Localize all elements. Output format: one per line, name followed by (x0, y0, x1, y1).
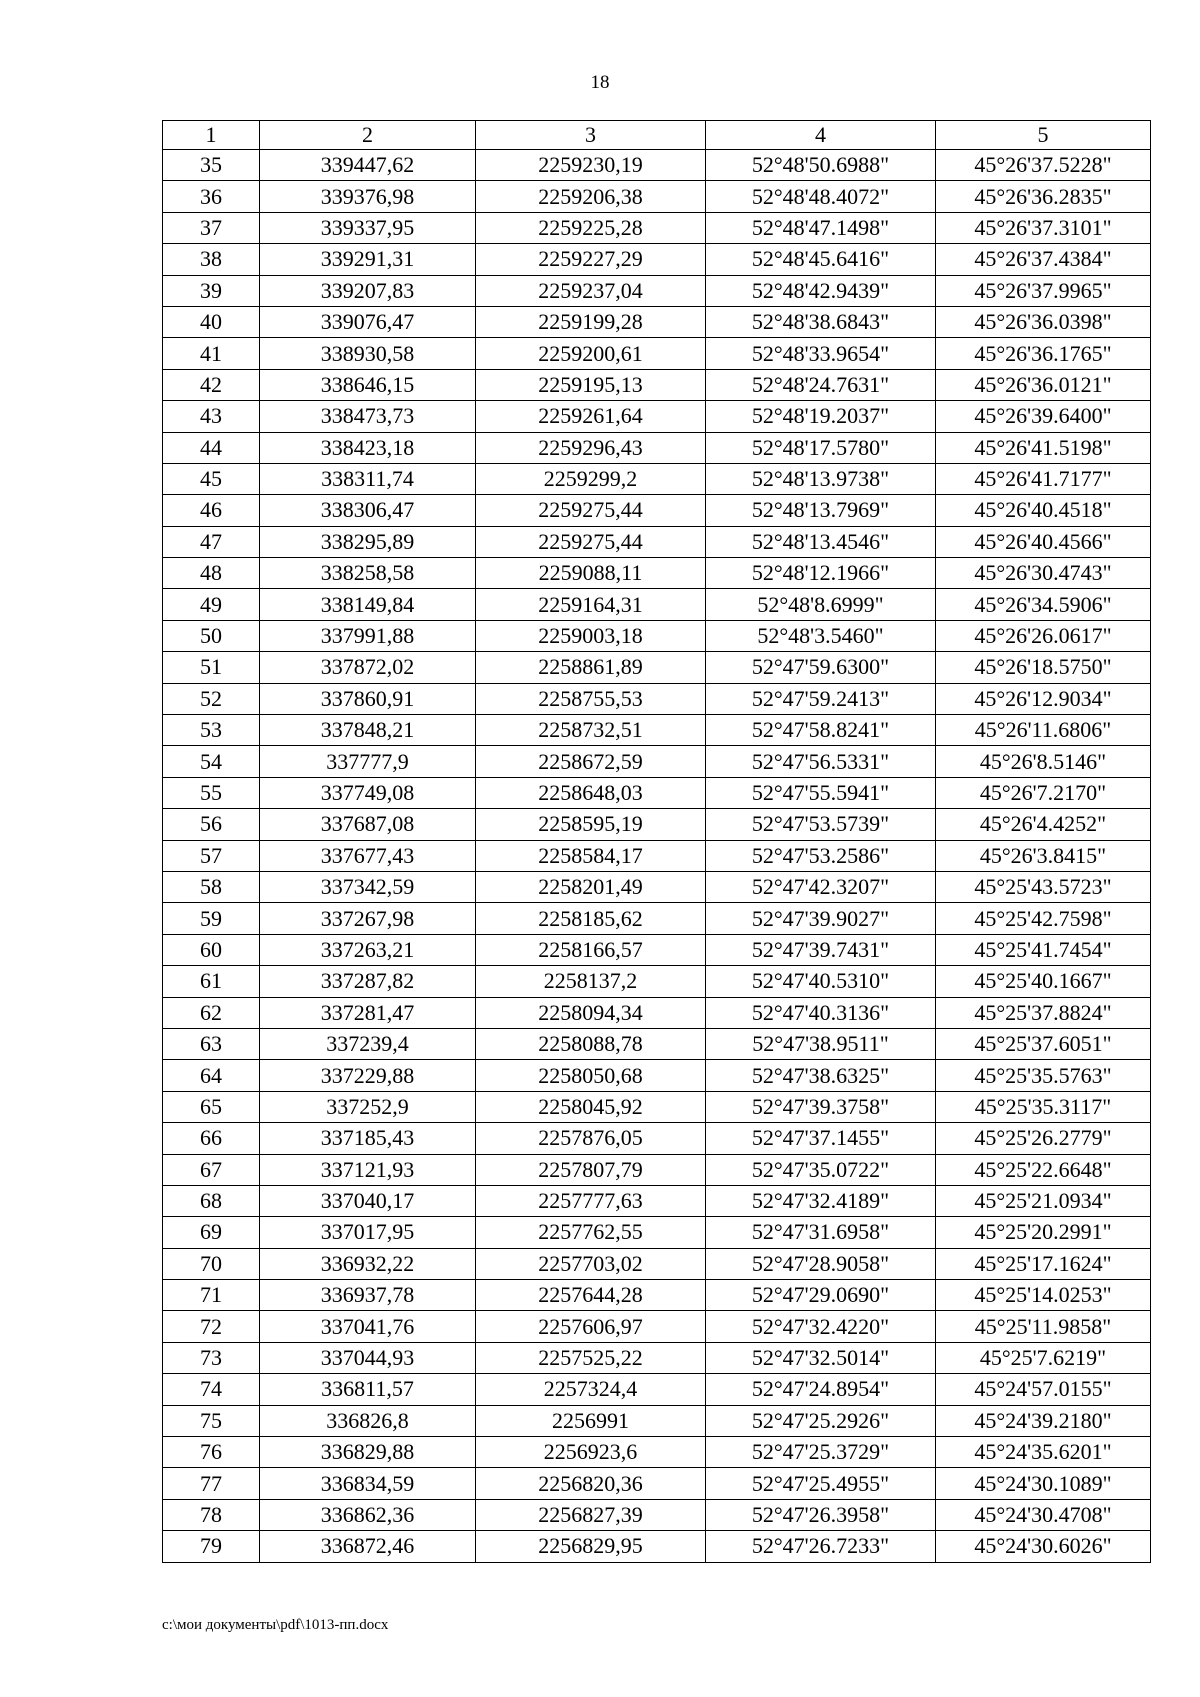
latitude-cell: 52°48'47.1498" (706, 212, 936, 243)
point-number-cell: 70 (163, 1248, 260, 1279)
table-row (163, 1280, 1151, 1311)
longitude-cell: 45°26'40.4566" (936, 526, 1151, 557)
y-coordinate-cell: 2258648,03 (476, 777, 706, 808)
longitude-cell: 45°25'35.5763" (936, 1060, 1151, 1091)
y-coordinate-cell: 2258732,51 (476, 715, 706, 746)
x-coordinate-cell: 339076,47 (260, 306, 476, 337)
point-number-cell: 59 (163, 903, 260, 934)
point-number-cell: 62 (163, 997, 260, 1028)
longitude-cell: 45°24'57.0155" (936, 1374, 1151, 1405)
y-coordinate-cell: 2257525,22 (476, 1342, 706, 1373)
point-number-cell: 41 (163, 338, 260, 369)
table-row (163, 369, 1151, 400)
longitude-cell: 45°26'36.2835" (936, 181, 1151, 212)
table-row (163, 809, 1151, 840)
table-row (163, 150, 1151, 181)
point-number-cell: 51 (163, 652, 260, 683)
latitude-cell: 52°47'42.3207" (706, 871, 936, 902)
y-coordinate-cell: 2258050,68 (476, 1060, 706, 1091)
footer-file-path: c:\мои документы\pdf\1013-пп.docx (162, 1617, 389, 1633)
latitude-cell: 52°47'56.5331" (706, 746, 936, 777)
x-coordinate-cell: 338258,58 (260, 558, 476, 589)
longitude-cell: 45°26'37.9965" (936, 275, 1151, 306)
x-coordinate-cell: 336862,36 (260, 1499, 476, 1530)
y-coordinate-cell: 2259088,11 (476, 558, 706, 589)
longitude-cell: 45°26'18.5750" (936, 652, 1151, 683)
latitude-cell: 52°48'3.5460" (706, 620, 936, 651)
table-row (163, 620, 1151, 651)
latitude-cell: 52°48'13.7969" (706, 495, 936, 526)
y-coordinate-cell: 2259225,28 (476, 212, 706, 243)
longitude-cell: 45°24'30.6026" (936, 1531, 1151, 1562)
x-coordinate-cell: 337185,43 (260, 1123, 476, 1154)
table-row (163, 1311, 1151, 1342)
y-coordinate-cell: 2257777,63 (476, 1185, 706, 1216)
y-coordinate-cell: 2257606,97 (476, 1311, 706, 1342)
y-coordinate-cell: 2259199,28 (476, 306, 706, 337)
x-coordinate-cell: 337749,08 (260, 777, 476, 808)
point-number-cell: 68 (163, 1185, 260, 1216)
point-number-cell: 54 (163, 746, 260, 777)
table-row (163, 652, 1151, 683)
x-coordinate-cell: 337287,82 (260, 966, 476, 997)
longitude-cell: 45°26'12.9034" (936, 683, 1151, 714)
table-row (163, 871, 1151, 902)
y-coordinate-cell: 2256991 (476, 1405, 706, 1436)
latitude-cell: 52°48'50.6988" (706, 150, 936, 181)
x-coordinate-cell: 338473,73 (260, 401, 476, 432)
y-coordinate-cell: 2259164,31 (476, 589, 706, 620)
point-number-cell: 73 (163, 1342, 260, 1373)
table-row (163, 244, 1151, 275)
table-row (163, 966, 1151, 997)
point-number-cell: 52 (163, 683, 260, 714)
table-row (163, 526, 1151, 557)
latitude-cell: 52°47'40.3136" (706, 997, 936, 1028)
point-number-cell: 35 (163, 150, 260, 181)
point-number-cell: 60 (163, 934, 260, 965)
longitude-cell: 45°25'7.6219" (936, 1342, 1151, 1373)
longitude-cell: 45°25'26.2779" (936, 1123, 1151, 1154)
point-number-cell: 46 (163, 495, 260, 526)
x-coordinate-cell: 338311,74 (260, 463, 476, 494)
point-number-cell: 40 (163, 306, 260, 337)
longitude-cell: 45°26'3.8415" (936, 840, 1151, 871)
latitude-cell: 52°47'32.5014" (706, 1342, 936, 1373)
x-coordinate-cell: 337342,59 (260, 871, 476, 902)
longitude-cell: 45°26'37.5228" (936, 150, 1151, 181)
y-coordinate-cell: 2257807,79 (476, 1154, 706, 1185)
longitude-cell: 45°25'20.2991" (936, 1217, 1151, 1248)
page-number: 18 (590, 72, 610, 93)
x-coordinate-cell: 337687,08 (260, 809, 476, 840)
latitude-cell: 52°48'42.9439" (706, 275, 936, 306)
table-row (163, 1123, 1151, 1154)
y-coordinate-cell: 2256827,39 (476, 1499, 706, 1530)
latitude-cell: 52°47'39.9027" (706, 903, 936, 934)
longitude-cell: 45°26'4.4252" (936, 809, 1151, 840)
table-row (163, 777, 1151, 808)
x-coordinate-cell: 337229,88 (260, 1060, 476, 1091)
latitude-cell: 52°47'25.4955" (706, 1468, 936, 1499)
y-coordinate-cell: 2258045,92 (476, 1091, 706, 1122)
point-number-cell: 71 (163, 1280, 260, 1311)
point-number-cell: 48 (163, 558, 260, 589)
latitude-cell: 52°48'17.5780" (706, 432, 936, 463)
x-coordinate-cell: 336826,8 (260, 1405, 476, 1436)
longitude-cell: 45°26'37.3101" (936, 212, 1151, 243)
x-coordinate-cell: 336834,59 (260, 1468, 476, 1499)
table-row (163, 306, 1151, 337)
x-coordinate-cell: 337860,91 (260, 683, 476, 714)
table-row (163, 1185, 1151, 1216)
y-coordinate-cell: 2258672,59 (476, 746, 706, 777)
table-row (163, 903, 1151, 934)
latitude-cell: 52°47'39.7431" (706, 934, 936, 965)
latitude-cell: 52°47'40.5310" (706, 966, 936, 997)
longitude-cell: 45°25'11.9858" (936, 1311, 1151, 1342)
latitude-cell: 52°48'12.1966" (706, 558, 936, 589)
y-coordinate-cell: 2257703,02 (476, 1248, 706, 1279)
latitude-cell: 52°47'39.3758" (706, 1091, 936, 1122)
x-coordinate-cell: 339376,98 (260, 181, 476, 212)
y-coordinate-cell: 2258584,17 (476, 840, 706, 871)
x-coordinate-cell: 337121,93 (260, 1154, 476, 1185)
point-number-cell: 63 (163, 1028, 260, 1059)
table-header (163, 121, 1151, 150)
point-number-cell: 42 (163, 369, 260, 400)
table-row (163, 401, 1151, 432)
longitude-cell: 45°26'11.6806" (936, 715, 1151, 746)
longitude-cell: 45°26'7.2170" (936, 777, 1151, 808)
table-row (163, 338, 1151, 369)
table-row (163, 840, 1151, 871)
point-number-cell: 57 (163, 840, 260, 871)
point-number-cell: 45 (163, 463, 260, 494)
table-row (163, 463, 1151, 494)
longitude-cell: 45°25'41.7454" (936, 934, 1151, 965)
y-coordinate-cell: 2259275,44 (476, 526, 706, 557)
x-coordinate-cell: 339207,83 (260, 275, 476, 306)
y-coordinate-cell: 2258088,78 (476, 1028, 706, 1059)
longitude-cell: 45°25'40.1667" (936, 966, 1151, 997)
point-number-cell: 69 (163, 1217, 260, 1248)
table-row (163, 1091, 1151, 1122)
table-row (163, 1531, 1151, 1562)
y-coordinate-cell: 2258201,49 (476, 871, 706, 902)
longitude-cell: 45°25'37.8824" (936, 997, 1151, 1028)
longitude-cell: 45°26'40.4518" (936, 495, 1151, 526)
point-number-cell: 38 (163, 244, 260, 275)
header-row (163, 121, 1151, 150)
y-coordinate-cell: 2257644,28 (476, 1280, 706, 1311)
x-coordinate-cell: 337991,88 (260, 620, 476, 651)
table-row (163, 997, 1151, 1028)
longitude-cell: 45°24'39.2180" (936, 1405, 1151, 1436)
longitude-cell: 45°26'36.0398" (936, 306, 1151, 337)
point-number-cell: 78 (163, 1499, 260, 1530)
point-number-cell: 47 (163, 526, 260, 557)
x-coordinate-cell: 337281,47 (260, 997, 476, 1028)
x-coordinate-cell: 339447,62 (260, 150, 476, 181)
table-row (163, 589, 1151, 620)
table-row (163, 1060, 1151, 1091)
longitude-cell: 45°26'30.4743" (936, 558, 1151, 589)
x-coordinate-cell: 337267,98 (260, 903, 476, 934)
latitude-cell: 52°47'38.9511" (706, 1028, 936, 1059)
latitude-cell: 52°47'26.3958" (706, 1499, 936, 1530)
point-number-cell: 53 (163, 715, 260, 746)
longitude-cell: 45°25'42.7598" (936, 903, 1151, 934)
point-number-cell: 61 (163, 966, 260, 997)
latitude-cell: 52°48'24.7631" (706, 369, 936, 400)
y-coordinate-cell: 2259227,29 (476, 244, 706, 275)
y-coordinate-cell: 2259003,18 (476, 620, 706, 651)
longitude-cell: 45°26'41.7177" (936, 463, 1151, 494)
table-row (163, 181, 1151, 212)
point-number-cell: 76 (163, 1437, 260, 1468)
latitude-cell: 52°47'25.3729" (706, 1437, 936, 1468)
header-col-4: 4 (706, 121, 936, 150)
y-coordinate-cell: 2258755,53 (476, 683, 706, 714)
latitude-cell: 52°47'35.0722" (706, 1154, 936, 1185)
point-number-cell: 44 (163, 432, 260, 463)
table-row (163, 1405, 1151, 1436)
longitude-cell: 45°26'36.0121" (936, 369, 1151, 400)
table-row (163, 1342, 1151, 1373)
table-row (163, 432, 1151, 463)
longitude-cell: 45°25'14.0253" (936, 1280, 1151, 1311)
latitude-cell: 52°47'25.2926" (706, 1405, 936, 1436)
longitude-cell: 45°24'30.1089" (936, 1468, 1151, 1499)
table-row (163, 1437, 1151, 1468)
point-number-cell: 72 (163, 1311, 260, 1342)
longitude-cell: 45°24'35.6201" (936, 1437, 1151, 1468)
latitude-cell: 52°47'32.4220" (706, 1311, 936, 1342)
x-coordinate-cell: 337239,4 (260, 1028, 476, 1059)
y-coordinate-cell: 2258861,89 (476, 652, 706, 683)
x-coordinate-cell: 338149,84 (260, 589, 476, 620)
latitude-cell: 52°48'38.6843" (706, 306, 936, 337)
table-row (163, 683, 1151, 714)
point-number-cell: 56 (163, 809, 260, 840)
header-col-5: 5 (936, 121, 1151, 150)
latitude-cell: 52°47'37.1455" (706, 1123, 936, 1154)
table-row (163, 1468, 1151, 1499)
y-coordinate-cell: 2258137,2 (476, 966, 706, 997)
latitude-cell: 52°47'55.5941" (706, 777, 936, 808)
point-number-cell: 39 (163, 275, 260, 306)
x-coordinate-cell: 337872,02 (260, 652, 476, 683)
point-number-cell: 37 (163, 212, 260, 243)
longitude-cell: 45°25'37.6051" (936, 1028, 1151, 1059)
table-row (163, 495, 1151, 526)
table-row (163, 746, 1151, 777)
x-coordinate-cell: 337017,95 (260, 1217, 476, 1248)
x-coordinate-cell: 338930,58 (260, 338, 476, 369)
longitude-cell: 45°25'35.3117" (936, 1091, 1151, 1122)
x-coordinate-cell: 336937,78 (260, 1280, 476, 1311)
table-row (163, 1154, 1151, 1185)
latitude-cell: 52°48'33.9654" (706, 338, 936, 369)
longitude-cell: 45°26'37.4384" (936, 244, 1151, 275)
table-row (163, 558, 1151, 589)
table-row (163, 275, 1151, 306)
latitude-cell: 52°48'19.2037" (706, 401, 936, 432)
latitude-cell: 52°48'13.4546" (706, 526, 936, 557)
table-row (163, 1499, 1151, 1530)
header-col-2: 2 (260, 121, 476, 150)
latitude-cell: 52°48'45.6416" (706, 244, 936, 275)
latitude-cell: 52°47'59.2413" (706, 683, 936, 714)
longitude-cell: 45°26'39.6400" (936, 401, 1151, 432)
table-row (163, 1217, 1151, 1248)
y-coordinate-cell: 2259206,38 (476, 181, 706, 212)
latitude-cell: 52°47'29.0690" (706, 1280, 936, 1311)
table-row (163, 1374, 1151, 1405)
latitude-cell: 52°47'26.7233" (706, 1531, 936, 1562)
longitude-cell: 45°24'30.4708" (936, 1499, 1151, 1530)
longitude-cell: 45°26'41.5198" (936, 432, 1151, 463)
point-number-cell: 74 (163, 1374, 260, 1405)
x-coordinate-cell: 337848,21 (260, 715, 476, 746)
y-coordinate-cell: 2257876,05 (476, 1123, 706, 1154)
point-number-cell: 64 (163, 1060, 260, 1091)
y-coordinate-cell: 2257324,4 (476, 1374, 706, 1405)
y-coordinate-cell: 2256820,36 (476, 1468, 706, 1499)
x-coordinate-cell: 337263,21 (260, 934, 476, 965)
x-coordinate-cell: 337777,9 (260, 746, 476, 777)
point-number-cell: 67 (163, 1154, 260, 1185)
point-number-cell: 36 (163, 181, 260, 212)
point-number-cell: 65 (163, 1091, 260, 1122)
y-coordinate-cell: 2256829,95 (476, 1531, 706, 1562)
point-number-cell: 58 (163, 871, 260, 902)
y-coordinate-cell: 2258166,57 (476, 934, 706, 965)
point-number-cell: 50 (163, 620, 260, 651)
x-coordinate-cell: 339291,31 (260, 244, 476, 275)
latitude-cell: 52°47'53.2586" (706, 840, 936, 871)
y-coordinate-cell: 2258094,34 (476, 997, 706, 1028)
point-number-cell: 79 (163, 1531, 260, 1562)
latitude-cell: 52°47'59.6300" (706, 652, 936, 683)
latitude-cell: 52°48'8.6999" (706, 589, 936, 620)
x-coordinate-cell: 337040,17 (260, 1185, 476, 1216)
point-number-cell: 43 (163, 401, 260, 432)
latitude-cell: 52°48'13.9738" (706, 463, 936, 494)
latitude-cell: 52°47'28.9058" (706, 1248, 936, 1279)
y-coordinate-cell: 2259299,2 (476, 463, 706, 494)
longitude-cell: 45°26'34.5906" (936, 589, 1151, 620)
longitude-cell: 45°26'8.5146" (936, 746, 1151, 777)
coordinates-table (162, 120, 1151, 1563)
table-row (163, 212, 1151, 243)
longitude-cell: 45°26'26.0617" (936, 620, 1151, 651)
point-number-cell: 55 (163, 777, 260, 808)
header-col-3: 3 (476, 121, 706, 150)
latitude-cell: 52°47'58.8241" (706, 715, 936, 746)
latitude-cell: 52°47'24.8954" (706, 1374, 936, 1405)
x-coordinate-cell: 336932,22 (260, 1248, 476, 1279)
y-coordinate-cell: 2259275,44 (476, 495, 706, 526)
x-coordinate-cell: 338423,18 (260, 432, 476, 463)
x-coordinate-cell: 337252,9 (260, 1091, 476, 1122)
longitude-cell: 45°25'21.0934" (936, 1185, 1151, 1216)
x-coordinate-cell: 337041,76 (260, 1311, 476, 1342)
point-number-cell: 75 (163, 1405, 260, 1436)
y-coordinate-cell: 2258185,62 (476, 903, 706, 934)
x-coordinate-cell: 339337,95 (260, 212, 476, 243)
y-coordinate-cell: 2256923,6 (476, 1437, 706, 1468)
y-coordinate-cell: 2257762,55 (476, 1217, 706, 1248)
y-coordinate-cell: 2259296,43 (476, 432, 706, 463)
point-number-cell: 77 (163, 1468, 260, 1499)
longitude-cell: 45°25'17.1624" (936, 1248, 1151, 1279)
y-coordinate-cell: 2259261,64 (476, 401, 706, 432)
y-coordinate-cell: 2259230,19 (476, 150, 706, 181)
x-coordinate-cell: 336872,46 (260, 1531, 476, 1562)
table-row (163, 1028, 1151, 1059)
y-coordinate-cell: 2259200,61 (476, 338, 706, 369)
table-row (163, 715, 1151, 746)
x-coordinate-cell: 336829,88 (260, 1437, 476, 1468)
x-coordinate-cell: 338306,47 (260, 495, 476, 526)
longitude-cell: 45°25'22.6648" (936, 1154, 1151, 1185)
x-coordinate-cell: 338646,15 (260, 369, 476, 400)
x-coordinate-cell: 337044,93 (260, 1342, 476, 1373)
latitude-cell: 52°47'53.5739" (706, 809, 936, 840)
latitude-cell: 52°48'48.4072" (706, 181, 936, 212)
y-coordinate-cell: 2259195,13 (476, 369, 706, 400)
table-row (163, 934, 1151, 965)
header-col-1: 1 (163, 121, 260, 150)
table-row (163, 1248, 1151, 1279)
latitude-cell: 52°47'38.6325" (706, 1060, 936, 1091)
latitude-cell: 52°47'31.6958" (706, 1217, 936, 1248)
longitude-cell: 45°25'43.5723" (936, 871, 1151, 902)
longitude-cell: 45°26'36.1765" (936, 338, 1151, 369)
x-coordinate-cell: 336811,57 (260, 1374, 476, 1405)
x-coordinate-cell: 337677,43 (260, 840, 476, 871)
table-body (163, 150, 1151, 1563)
y-coordinate-cell: 2259237,04 (476, 275, 706, 306)
point-number-cell: 49 (163, 589, 260, 620)
point-number-cell: 66 (163, 1123, 260, 1154)
y-coordinate-cell: 2258595,19 (476, 809, 706, 840)
x-coordinate-cell: 338295,89 (260, 526, 476, 557)
latitude-cell: 52°47'32.4189" (706, 1185, 936, 1216)
